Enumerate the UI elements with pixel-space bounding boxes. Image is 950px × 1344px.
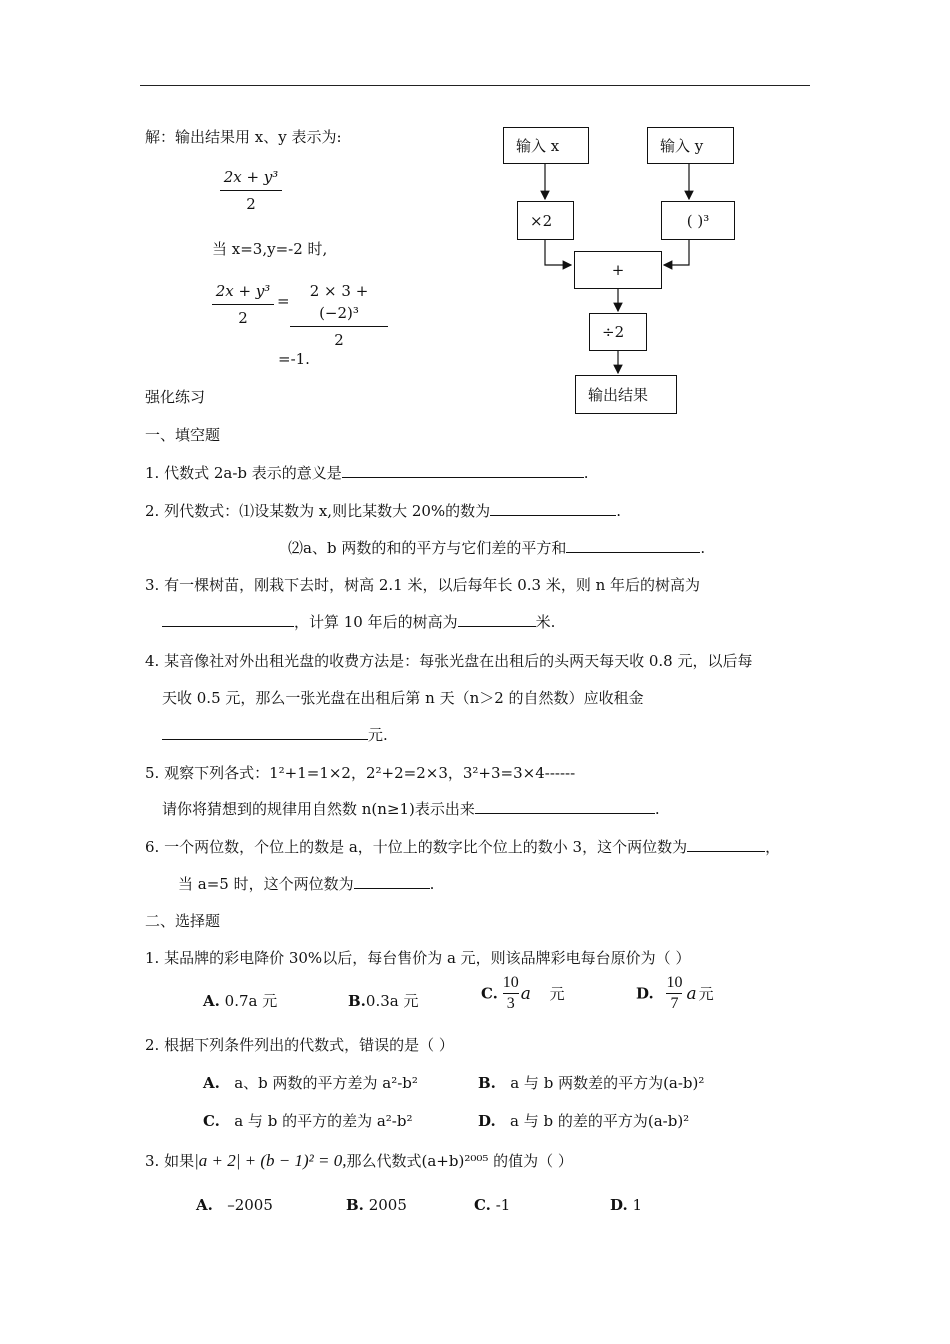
part1-heading: 一、填空题 (145, 426, 221, 444)
solution-result: =-1. (278, 350, 310, 368)
question-end: ， (765, 838, 781, 856)
fill-question-5-line2 (162, 798, 660, 819)
option-label: A. (196, 1196, 213, 1214)
fill-question-6-line1 (145, 836, 780, 857)
choice-3-option-a[interactable] (196, 1196, 273, 1214)
question-text: 当 a=5 时，这个两位数为 (178, 875, 354, 893)
fill-question-5-line1: 5. 观察下列各式：1²+1=1×2，2²+2=2×3，3²+3=3×4------ (145, 764, 576, 782)
expression-numerator: 2x + y³ (223, 168, 279, 186)
option-fraction (666, 974, 682, 1013)
equation-right-denominator: 2 (334, 331, 344, 349)
option-label: B. (478, 1074, 496, 1092)
option-text: 2005 (368, 1196, 407, 1214)
equation-right-numerator: 2 × 3 + (−2)³ (309, 282, 369, 322)
choice-1-option-c[interactable] (481, 974, 565, 1013)
option-text: 1 (632, 1196, 643, 1214)
option-text: –2005 (227, 1196, 273, 1214)
fraction-denominator: 3 (506, 995, 515, 1012)
choice-1-option-a[interactable] (203, 990, 277, 1011)
question-text: 请你将猜想到的规律用自然数 n(n≥1)表示出来 (162, 800, 475, 818)
solution-intro: 解：输出结果用 x、y 表示为: (145, 128, 342, 146)
answer-blank[interactable] (566, 538, 700, 553)
question-end: . (700, 539, 706, 557)
fill-question-4-line2: 天收 0.5 元，那么一张光盘在出租后第 n 天（n＞2 的自然数）应收租金 (162, 689, 644, 707)
section-title: 强化练习 (145, 388, 206, 406)
choice-1-option-d[interactable] (636, 974, 714, 1013)
question-text: ，计算 10 年后的树高为 (294, 613, 458, 631)
flow-times-two: ×2 (517, 201, 574, 240)
answer-blank[interactable] (475, 799, 655, 814)
fill-question-4-line3 (162, 724, 388, 745)
flow-input-x: 输入 x (503, 127, 589, 164)
answer-blank[interactable] (458, 612, 536, 627)
choice-3-option-d[interactable] (610, 1196, 642, 1214)
option-unit: 元 (698, 985, 714, 1003)
flow-input-y: 输入 y (647, 127, 734, 164)
option-label: B. (348, 992, 366, 1010)
choice-question-1: 1. 某品牌的彩电降价 30%以后，每台售价为 a 元，则该品牌彩电每台原价为（ ） (145, 949, 691, 967)
question-text: 6. 一个两位数，个位上的数是 a，十位上的数字比个位上的数小 3，这个两位数为 (145, 838, 688, 856)
choice-3-option-c[interactable] (474, 1196, 510, 1214)
option-label: C. (203, 1112, 220, 1130)
question-end: 元. (368, 726, 388, 744)
option-label: B. (346, 1196, 364, 1214)
option-text: a 与 b 两数差的平方为(a-b)² (510, 1074, 705, 1092)
answer-blank[interactable] (162, 612, 294, 627)
question-end: . (654, 800, 660, 818)
fill-question-3-line1: 3. 有一棵树苗，刚栽下去时，树高 2.1 米，以后每年长 0.3 米，则 n 年后的树高为 (145, 576, 701, 594)
option-label: C. (481, 984, 498, 1003)
question-text: 那么代数式(a+b)²⁰⁰⁵ 的值为（ ） (346, 1152, 573, 1170)
choice-2-option-a[interactable] (203, 1072, 418, 1093)
question-text: 1. 代数式 2a-b 表示的意义是 (145, 464, 342, 482)
choice-1-option-b[interactable] (348, 990, 418, 1011)
answer-blank[interactable] (687, 837, 765, 852)
option-variable: a (520, 983, 531, 1004)
fraction-denominator: 7 (670, 995, 679, 1012)
answer-blank[interactable] (162, 725, 368, 740)
expression-denominator: 2 (246, 195, 256, 213)
flow-divide-two: ÷2 (589, 313, 647, 351)
solution-condition: 当 x=3,y=-2 时, (212, 240, 328, 258)
fill-question-4-line1: 4. 某音像社对外出租光盘的收费方法是：每张光盘在出租后的头两天每天收 0.8 元，以后每 (145, 652, 753, 670)
choice-2-option-b[interactable] (478, 1072, 704, 1093)
choice-2-option-d[interactable] (478, 1110, 689, 1131)
fraction-bar (666, 993, 682, 994)
option-label: A. (203, 1074, 220, 1092)
option-label: C. (474, 1196, 491, 1214)
equation-left-numerator: 2x + y³ (215, 282, 271, 300)
option-text: 0.7a 元 (224, 992, 278, 1010)
question-end: . (616, 502, 621, 520)
question-end: 米. (535, 613, 556, 631)
fill-question-2 (145, 500, 621, 521)
answer-blank[interactable] (354, 874, 430, 889)
equation-left-denominator: 2 (238, 309, 248, 327)
choice-question-2: 2. 根据下列条件列出的代数式，错误的是（ ） (145, 1036, 454, 1054)
choice-2-option-c[interactable] (203, 1110, 412, 1131)
fraction-numerator: 10 (502, 974, 519, 991)
question-text: ⑵a、b 两数的和的平方与它们差的平方和 (288, 539, 567, 557)
option-label: D. (610, 1196, 628, 1214)
option-text: a 与 b 的差的平方为(a-b)² (510, 1112, 690, 1130)
fill-question-3-line2 (162, 611, 555, 632)
choice-question-3 (145, 1150, 573, 1171)
option-fraction (503, 974, 519, 1013)
option-label: D. (478, 1112, 496, 1130)
fraction-numerator: 10 (666, 974, 683, 991)
choice-3-option-b[interactable] (346, 1196, 407, 1214)
option-unit: 元 (549, 985, 565, 1003)
fill-question-2b (288, 537, 705, 558)
option-text: 0.3a 元 (365, 992, 419, 1010)
fraction-bar (503, 993, 519, 994)
question-end: . (583, 464, 589, 482)
flow-plus: + (574, 251, 662, 289)
part2-heading: 二、选择题 (145, 912, 221, 930)
option-label: A. (203, 992, 220, 1010)
flow-cube: ( )³ (661, 201, 735, 240)
equals-sign: = (277, 292, 290, 310)
option-variable: a (686, 983, 697, 1004)
option-label: D. (636, 984, 654, 1003)
arrow-times2-to-plus (545, 240, 571, 265)
fill-question-6-line2 (178, 873, 434, 894)
answer-blank[interactable] (342, 463, 584, 478)
question-text: 3. 如果 (145, 1152, 195, 1170)
question-math: |a + 2| + (b − 1)² = 0, (194, 1151, 347, 1170)
question-text: 2. 列代数式：⑴设某数为 x,则比某数大 20%的数为 (145, 502, 491, 520)
option-text: -1 (495, 1196, 511, 1214)
option-text: a 与 b 的平方的差为 a²-b² (234, 1112, 413, 1130)
answer-blank[interactable] (490, 501, 616, 516)
arrow-cube-to-plus (664, 240, 689, 265)
flow-output: 输出结果 (575, 375, 677, 414)
question-end: . (429, 875, 435, 893)
option-text: a、b 两数的平方差为 a²-b² (234, 1074, 418, 1092)
fill-question-1 (145, 462, 589, 483)
